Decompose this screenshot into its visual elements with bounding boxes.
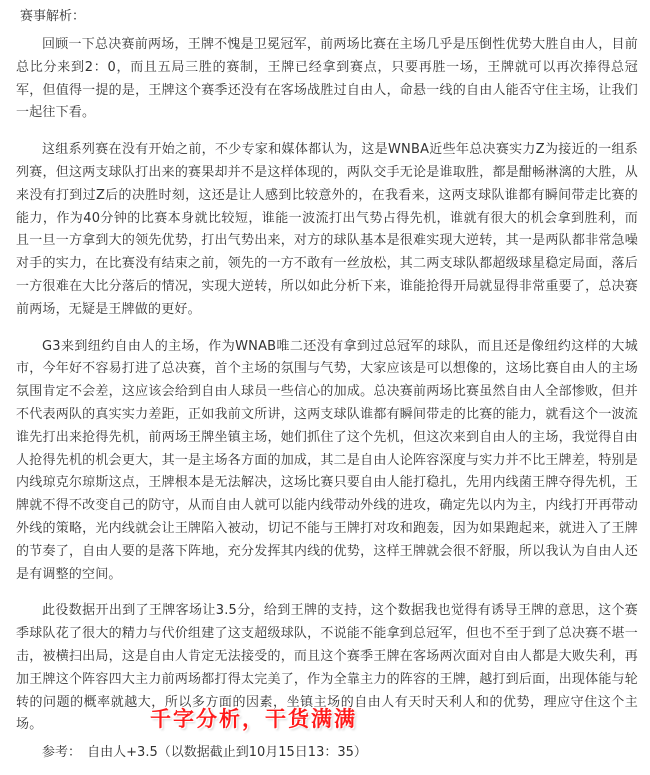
reference-value: 自由人+3.5（以数据截止到10月15日13：35）	[87, 745, 367, 760]
paragraph-g3-preview	[16, 336, 638, 587]
paragraph-text: G3来到纽约自由人的主场，作为WNAB唯二还没有拿到过总冠军的球队，而且还是像纽约这样的大城市，今年好不容易打进了总决赛，首个主场的氛围与气势，大家应该是可以想像的，这场比赛自由人的主场氛围肯定不会差，这应该会给到自由人球员一些信心的加成。总决赛前两场比赛虽然自由人全部惨败，但并不代表两队的真实实力差距，正如我前文所讲，这两支球队谁都有瞬间带走的比赛的能力，就看这个一波流谁先打出来抢得先机，前两场王牌坐镇主场，她们抓住了这个先机，但这次来到自由人的主场，我觉得自由人抢得先机的机会更大，其一是主场各方面的加成，其二是自由人论阵容深度与实力并不比王牌差，特别是内线琼克尔琼斯这点，王牌根本是无法解决，这场比赛只要自由人能打稳扎，先用内线菌王牌夺得先机，王牌就不得不改变自己的防守，从而自由人就可以能内线带动外线的进攻，确定先以内为主，内线打开再带动外线的策略，光内线就会让王牌陷入被动，切记不能与王牌打对攻和跑轰，因为如果跑起来，就进入了王牌的节奏了，自由人要的是落下阵地，充分发挥其内线的优势，这样王牌就会很不舒服，所以我认为自由人还是有调整的空间。	[16, 338, 638, 582]
reference-line	[42, 742, 367, 764]
reference-label: 参考：	[42, 745, 82, 760]
paragraph-recap	[16, 34, 638, 125]
paragraph-text: 此役数据开出到了王牌客场让3.5分，给到王牌的支持，这个数据我也觉得有诱导王牌的意思，这个赛季球队花了很大的精力与代价组建了这支超级球队，不说能不能拿到总冠军，但也不至于到了总决赛不堪一击，被横扫出局，这是自由人肯定无法接受的，而且这个赛季王牌在客场两次面对自由人都是大败失利，再加王牌这个阵容四大主力前两场都打得太完美了，作为全靠主力的阵容的王牌，越打到后面，出现体能与轮转的问题的概率就越大，所以多方面的因素，坐镇主场的自由人有天时天利人和的优势，理应守住这个主场。	[16, 603, 638, 733]
paragraph-series-analysis	[16, 139, 638, 321]
promo-stamp-text: 千字分析，干货满满	[150, 707, 357, 731]
article-body	[16, 6, 638, 751]
paragraph-text: 这组系列赛在没有开始之前，不少专家和媒体都认为，这是WNBA近些年总决赛实力Z为接近的一组系列赛，但这两支球队打出来的赛果却并不是这样体现的，两队交手无论是谁取胜，都是酣畅淋漓的大胜，从来没有打到过Z后的决胜时刻，这还是让人感到比较意外的，在我看来，这两支球队谁都有瞬间带走比赛的能力，作为40分钟的比赛本身就比较短，谁能一波流打出气势占得先机，谁就有很大的机会拿到胜利，而且一旦一方拿到大的领先优势，打出气势出来，对方的球队基本是很难实现大逆转，其一是两队都非常急噪对手的实力，在比赛没有结束之前，领先的一方不敢有一丝放松，其二两支球队都超级球星稳定局面，落后一方很难在大比分落后的情况，实现大逆转，所以如此分析下来，谁能抢得开局就显得非常重要了，总决赛前两场，无疑是王牌做的更好。	[16, 142, 638, 317]
analysis-heading: 赛事解析：	[20, 9, 86, 24]
paragraph-text: 回顾一下总决赛前两场，王牌不愧是卫冕冠军，前两场比赛在主场几乎是压倒性优势大胜自由人，目前总比分来到2：0，而且五局三胜的赛制，王牌已经拿到赛点，只要再胜一场，王牌就可以再次捧得总冠军，但值得一提的是，王牌这个赛季还没有在客场战胜过自由人，命悬一线的自由人能否守住主场，让我们一起往下看。	[16, 37, 638, 121]
